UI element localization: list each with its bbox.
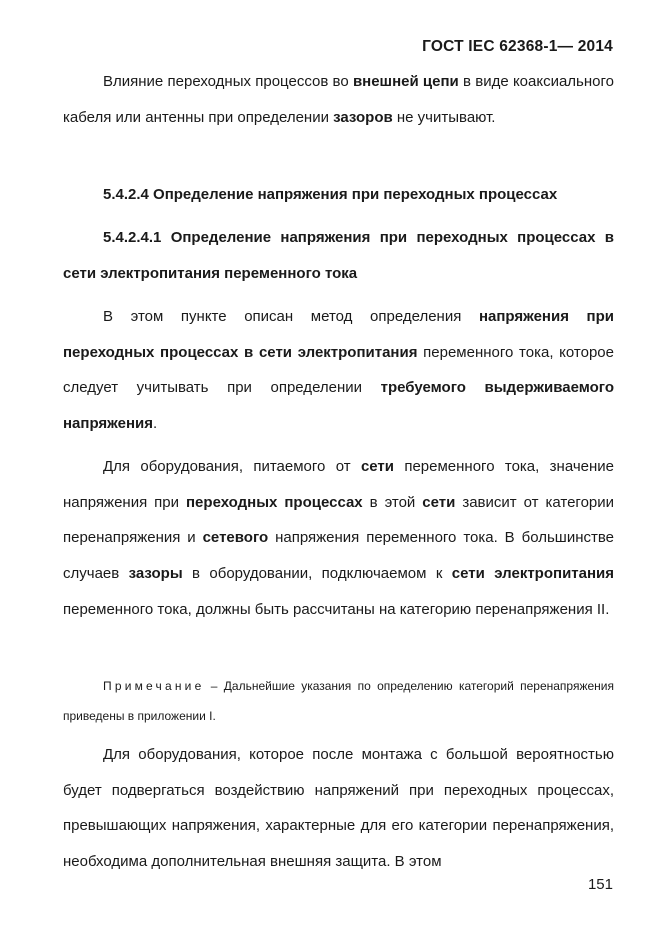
term-clearances: зазоров: [333, 108, 393, 126]
term-required-withstand-voltage: требуемого выдерживаемого напряжения: [63, 379, 614, 433]
paragraph-external-protection: [63, 737, 614, 880]
term-transient-voltage: напряжения при переходных процессах в сети электропитания: [63, 308, 615, 361]
text-run: переменного тока, которое следует учитывать при определении: [63, 343, 614, 397]
text-run: не учитывают.: [392, 108, 496, 126]
document-header: ГОСТ IEC 62368-1— 2014: [422, 38, 613, 55]
term-transients: переходных процессах: [186, 493, 363, 511]
text-run: напряжения переменного тока. В большинстве случаев: [63, 529, 614, 583]
paragraph-equipment-mains: [63, 449, 614, 628]
text-run: Для оборудования, питаемого от: [103, 458, 361, 475]
text-run: Для оборудования, которое после монтажа с большой вероятностью будет подвергаться воздействию напряжений при переходных процессах, превышающих напряжения, характерные для его категории перенапряжения, необходима дополнительная внешняя защита. В этом: [63, 746, 614, 871]
section-heading-5424: 5.4.2.4 Определение напряжения при переходных процессах: [103, 186, 558, 203]
note-text: – Дальнейшие указания по определению категорий перенапряжения приведены в приложении I.: [63, 679, 614, 723]
text-run: в этой: [362, 493, 423, 511]
term-mains: сети: [360, 458, 394, 475]
note-label: Примечание: [103, 679, 205, 693]
term-external-circuit: внешней цепи: [352, 73, 459, 90]
text-run: Влияние переходных процессов во: [103, 73, 353, 90]
text-run: .: [153, 415, 158, 433]
text-run: переменного тока, значение напряжения при: [63, 458, 614, 511]
term-mains-voltage: сетевого: [202, 529, 269, 547]
term-mains: сети: [422, 493, 456, 511]
term-clearances: зазоры: [128, 565, 183, 583]
text-run: переменного тока, должны быть рассчитаны на категорию перенапряжения II.: [63, 600, 610, 618]
paragraph-method: [63, 299, 614, 442]
text-run: зависит от категории перенапряжения и: [63, 493, 615, 547]
text-run: в виде коаксиального кабеля или антенны при определении: [63, 73, 614, 126]
text-run: в оборудовании, подключаемом к: [182, 565, 452, 583]
paragraph-external-circuit: [63, 64, 614, 135]
term-mains-supply: сети электропитания: [451, 565, 615, 583]
text-run: В этом пункте описан метод определения: [103, 308, 479, 325]
section-heading-54241: 5.4.2.4.1 Определение напряжения при переходных процессах в сети электропитания переменного тока: [63, 229, 614, 282]
note: [63, 671, 614, 731]
page-number: 151: [587, 876, 613, 893]
